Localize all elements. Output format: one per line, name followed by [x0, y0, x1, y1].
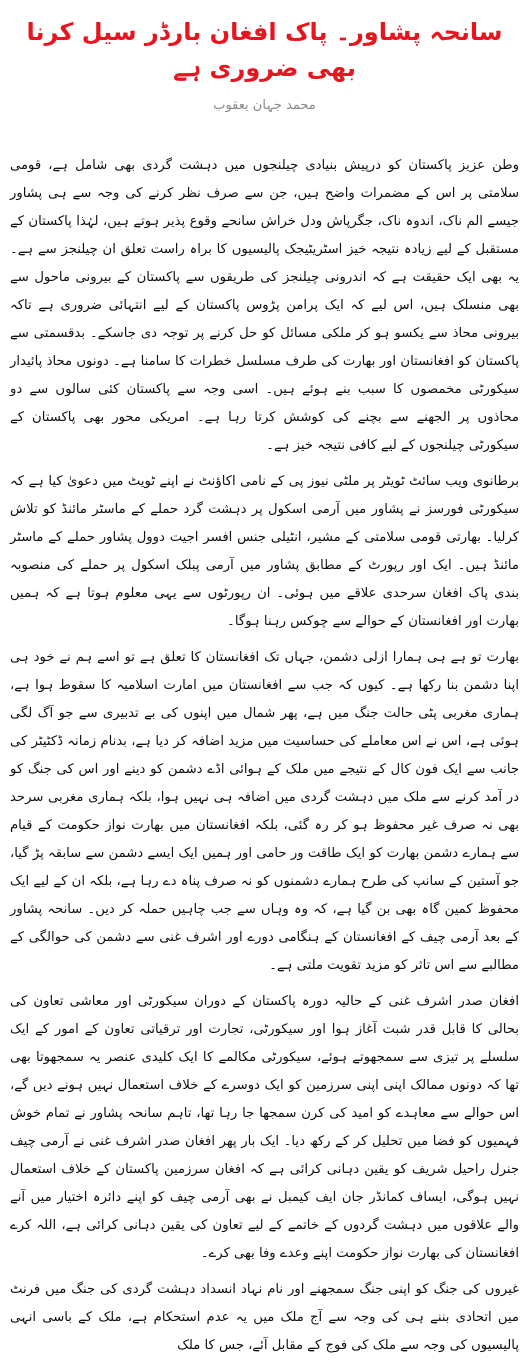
article-paragraph: برطانوی ویب سائٹ ٹویٹر پر ملٹی نیوز پی کے نامی اکاؤنٹ نے اپنے ٹویٹ میں دعویٰ کیا ہے کہ سیکورٹی فورسز نے پشاور میں آرمی اسکول پر دہشت گرد حملے کے ماسٹر مائنڈ کو تلاش کرلیا۔ بھارتی قومی سلامتی کے مشیر، انٹیلی جنس افسر اجیت دوول پشاور حملے کے ماسٹر مائنڈ ہیں۔ ایک اور رپورٹ کے مطابق پشاور میں آرمی پبلک اسکول پر حملے کی منصوبہ بندی پاک افغان سرحدی علاقے میں ہوئی۔ ان رپورٹوں سے یہی معلوم ہوتا ہے کہ ہمیں بھارت اور افغانستان کے حوالے سے چوکس رہنا ہوگا۔ [10, 474, 519, 629]
article-body [10, 152, 519, 1360]
article-paragraph: بھارت تو ہے ہی ہمارا ازلی دشمن، جہاں تک افغانستان کا تعلق ہے تو اسے ہم نے خود ہی اپنا دشمن بنا رکھا ہے۔ کیوں کہ جب سے افغانستان میں امارت اسلامیہ کا سقوط ہوا ہے، ہماری مغربی پٹی حالت جنگ میں ہے، پھر شمال میں اپنوں کی بے تدبیری سے جو آگ لگی ہوئی ہے، اس نے اس معاملے کی حساسیت میں مزید اضافہ کر دیا ہے، بدنام زمانہ ڈکٹیٹر کی جانب سے ایک فون کال کے نتیجے میں ملک کے ہوائی اڈے دشمن کو دینے اور اس کی جنگ کو در آمد کرنے سے ملک میں دہشت گردی میں اضافہ ہی نہیں ہوا، بلکہ ہماری مغربی سرحد بھی نہ صرف غیر محفوظ ہو کر رہ گئی، بلکہ افغانستان میں بھارت نواز حکومت کے قیام سے ہمارے دشمن بھارت کو ایک طاقت ور حامی اور ہمیں ایک ایسے دشمن سے سابقہ پڑ گیا، جو آستین کے سانپ کی طرح ہمارے دشمنوں کو نہ صرف پناہ دے رہا ہے، بلکہ ان کے لیے ایک محفوظ کمین گاہ بھی بن گیا ہے، کہ وہ وہاں سے جب چاہیں حملہ کر دیں۔ سانحہ پشاور کے بعد آرمی چیف کے افغانستان کے ہنگامی دورے اور اشرف غنی سے دشمن کی حوالگی کے مطالبے سے اس تاثر کو مزید تقویت ملتی ہے۔ [10, 650, 519, 973]
article-title: سانحہ پشاور۔ پاک افغان بارڈر سیل کرنا بھی ضروری ہے [26, 18, 503, 82]
article-paragraph: وطن عزیز پاکستان کو درپیش بنیادی چیلنجوں میں دہشت گردی بھی شامل ہے، قومی سلامتی پر اس کے مضمرات واضح ہیں، جن سے صرف نظر کرنے کی وجہ سے ہی پشاور جیسے الم ناک، اندوہ ناک، جگرپاش ودل خراش سانحے وقوع پذیر ہوتے ہیں، لہٰذا پاکستان کے مستقبل کے لیے زیادہ نتیجہ خیز اسٹریٹیجک پالیسیوں کا براہ راست تعلق ان چیلنجز سے ہے۔ یہ بھی ایک حقیقت ہے کہ اندرونی چیلنجز کی طریقوں سے پاکستان کے بیرونی ماحول سے بھی منسلک ہیں، اس لیے کہ ایک پرامن پڑوس پاکستان کے لیے انتہائی ضروری ہے تاکہ بیرونی محاذ سے یکسو ہو کر ملکی مسائل کو حل کرنے پر توجہ دی جاسکے۔ بدقسمتی سے پاکستان کو افغانستان اور بھارت کی طرف مسلسل خطرات کا سامنا ہے۔ دونوں محاذ پائیدار سیکورٹی مخمصوں کا سبب بنے ہوئے ہیں۔ اسی وجہ سے پاکستان کئی سالوں سے دو محاذوں پر الجھنے سے بچنے کی کوشش کرتا رہا ہے۔ امریکی محور بھی پاکستان کے سیکورٹی چیلنجوں کے لیے کافی نتیجہ خیز ہے۔ [10, 158, 519, 453]
article-paragraph: افغان صدر اشرف غنی کے حالیہ دورہ پاکستان کے دوران سیکورٹی اور معاشی تعاون کی بحالی کا قابل قدر شبت آغاز ہوا اور سیکورٹی، تجارت اور ترقیاتی تعاون کے امور کے ایک سلسلے پر تیزی سے سمجھوتے ہوئے، سیکورٹی مکالمے کا ایک کلیدی عنصر یہ سمجھوتا بھی تھا کہ دونوں ممالک اپنی اپنی سرزمین کو ایک دوسرے کے خلاف استعمال نہیں ہونے دیں گے، اس حوالے سے معاہدے کو امید کی کرن سمجھا جا رہا تھا، تاہم سانحہ پشاور نے تمام خوش فہمیوں کو فضا میں تحلیل کر کے رکھ دیا۔ ایک بار پھر افغان صدر اشرف غنی نے آرمی چیف جنرل راحیل شریف کو یقین دہانی کرائی ہے کہ افغان سرزمین پاکستان کے خلاف استعمال نہیں ہوگی، ایساف کمانڈر جان ایف کیمبل نے بھی آرمی چیف کو اپنے دائرہ اختیار میں آنے والے علاقوں میں دہشت گردوں کے خاتمے کے لیے تعاون کی یقین دہانی کرائی ہے، اللہ کرے افغانستان کی بھارت نواز حکومت اپنے وعدے وفا بھی کرے۔ [10, 994, 519, 1261]
article-author: محمد جہان یعقوب [213, 98, 316, 113]
article-paragraph: غیروں کی جنگ کو اپنی جنگ سمجھنے اور نام نہاد انسداد دہشت گردی کی جنگ میں فرنٹ میں اتحادی بننے ہی کی وجہ سے آج ملک میں یہ عدم استحکام ہے، ملک کے باسی انہی پالیسیوں کی وجہ سے ملک کی فوج کے مقابل آئے، جس کا ملک [10, 1282, 519, 1353]
